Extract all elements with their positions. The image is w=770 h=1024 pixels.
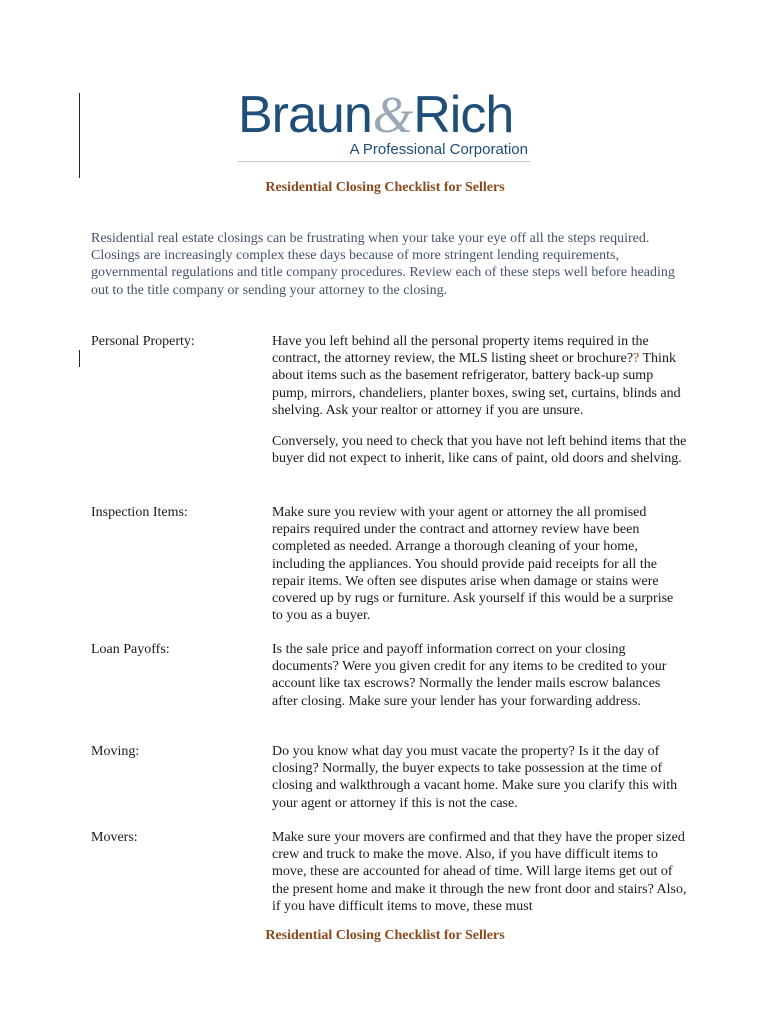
section-label: Loan Payoffs: xyxy=(91,642,170,657)
section-label: Personal Property: xyxy=(91,334,195,349)
logo-wordmark xyxy=(238,88,530,143)
section-paragraph xyxy=(272,333,687,419)
section-paragraph: Make sure your movers are confirmed and that they have the proper sized crew and truck to make the move. Also, if you have difficult items to move, these are accounted for ahead of time. Will large items get out of the present home and make it through the new front door and stairs? Also, if you have difficult items to move, these must xyxy=(272,830,687,914)
paragraph-text-cont: Think about items such as the basement refrigerator, battery back-up sump pump, mirrors, chandeliers, planter boxes, swing set, curtains, blinds and shelving. Ask your realtor or attorney if you are unsure. xyxy=(272,351,681,418)
section-body xyxy=(272,504,687,638)
revision-bar-top xyxy=(79,93,80,178)
logo-name-left: Braun xyxy=(238,86,372,144)
paragraph-text: Have you left behind all the personal property items required in the contract, the attorney review, the MLS listing sheet or brochure? xyxy=(272,334,649,367)
logo-divider xyxy=(238,161,530,162)
logo-ampersand: & xyxy=(372,87,413,144)
section-body xyxy=(272,829,687,929)
footer-title: Residential Closing Checklist for Sellers xyxy=(265,928,505,943)
company-logo xyxy=(238,88,530,162)
section-paragraph: Make sure you review with your agent or attorney the all promised repairs required under the contract and attorney review have been completed as needed. Arrange a thorough cleaning of your home, including the appliances. You should provide paid receipts for all the repair items. We often see disputes arise when damage or stains were covered up by rugs or furniture. Ask yourself if this would be a surprise to you as a buyer. xyxy=(272,505,674,624)
section-label: Movers: xyxy=(91,830,138,845)
section-body xyxy=(272,333,687,481)
section-label: Inspection Items: xyxy=(91,505,188,520)
intro-paragraph: Residential real estate closings can be frustrating when your take your eye off all the steps required. Closings are increasingly complex these days because of more stringent lending requirements, governmental regulations and title company procedures. Review each of these steps well before heading out to the title company or sending your attorney to the closing. xyxy=(91,231,675,298)
section-paragraph: Conversely, you need to check that you have not left behind items that the buyer did not expect to inherit, like cans of paint, old doors and shelving. xyxy=(272,434,687,467)
logo-tagline: A Professional Corporation xyxy=(349,141,528,158)
section-body xyxy=(272,641,687,724)
section-paragraph: Do you know what day you must vacate the property? Is it the day of closing? Normally, the buyer expects to take possession at the time of closing and walkthrough a vacant home. Make sure you clarify this with your agent or attorney if this is not the case. xyxy=(272,744,678,811)
section-body xyxy=(272,743,687,826)
logo-name-right: Rich xyxy=(413,86,514,144)
revision-bar-mid xyxy=(79,350,80,367)
section-label: Moving: xyxy=(91,744,140,759)
document-title: Residential Closing Checklist for Sellers xyxy=(265,180,505,195)
section-paragraph: Is the sale price and payoff information correct on your closing documents? Were you given credit for any items to be credited to your account like tax escrows? Normally the lender mails escrow balances after closing. Make sure your lender has your forwarding address. xyxy=(272,642,667,709)
tracked-change-mark: ? xyxy=(633,351,640,367)
